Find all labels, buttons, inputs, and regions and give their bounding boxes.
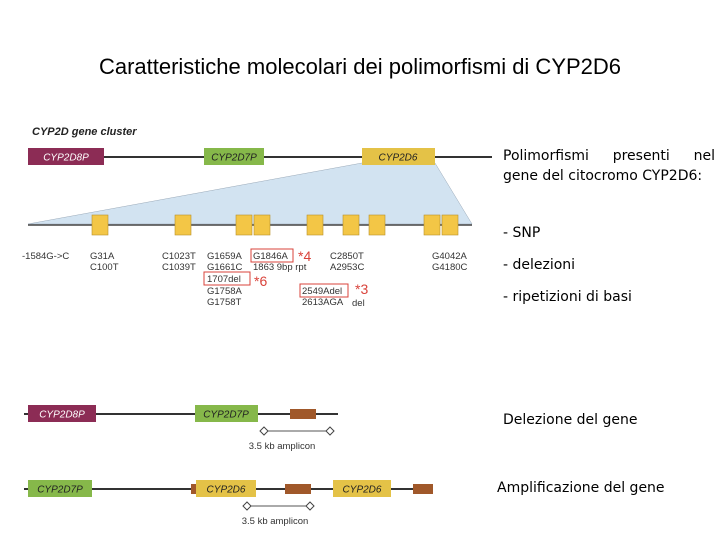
- gene-cyp2d7p-deletion-label: CYP2D7P: [203, 409, 249, 421]
- gene-cyp2d6-label: CYP2D6: [378, 152, 418, 164]
- variant-label: del: [352, 298, 365, 309]
- exon-1: [92, 215, 108, 235]
- variant-label: C2850T: [330, 251, 364, 262]
- gene-cyp2d8p-deletion-label: CYP2D8P: [39, 409, 85, 421]
- variant-label: G1846A: [253, 251, 288, 262]
- primer-marker: [243, 502, 251, 510]
- exon-2: [175, 215, 191, 235]
- variant-label: G4180C: [432, 262, 468, 273]
- variant-label: 2549Adel: [302, 286, 343, 297]
- amplicon-label: 3.5 kb amplicon: [241, 516, 309, 527]
- exon-7: [369, 215, 385, 235]
- gene-cyp2d8p-label: CYP2D8P: [43, 152, 89, 164]
- allele-4-label: *4: [298, 248, 312, 264]
- variant-label: -1584G->C: [22, 251, 70, 262]
- repeats-item: - ripetizioni di basi: [503, 289, 632, 305]
- exon-8: [424, 215, 440, 235]
- deletions-item: - delezioni: [503, 257, 576, 273]
- variant-label: G4042A: [432, 251, 467, 262]
- cluster-label: CYP2D gene cluster: [32, 126, 137, 138]
- allele-3-label: *3: [355, 281, 369, 297]
- exon-5: [307, 215, 323, 235]
- exon-4: [254, 215, 270, 235]
- primer-marker: [306, 502, 314, 510]
- variant-label: 1863 9bp rpt: [253, 262, 307, 273]
- page-title: Caratteristiche molecolari dei polimorfismi di CYP2D6: [98, 54, 622, 79]
- primer-marker: [260, 427, 268, 435]
- variant-label: C1039T: [162, 262, 196, 273]
- allele-6-label: *6: [254, 273, 268, 289]
- variant-label: 2613AGA: [302, 297, 344, 308]
- exon-9: [442, 215, 458, 235]
- gene-deletion-label: Delezione del gene: [503, 412, 638, 428]
- variant-label: C100T: [90, 262, 119, 273]
- variant-label: G1758A: [207, 286, 242, 297]
- primer-marker: [326, 427, 334, 435]
- gene-cyp2d6-copy-1-label: CYP2D6: [206, 484, 246, 496]
- exon-3: [236, 215, 252, 235]
- amplicon-label: 3.5 kb amplicon: [248, 441, 316, 452]
- gene-amplification-label: Amplificazione del gene: [497, 480, 665, 496]
- gene-cyp2d6-copy-2-label: CYP2D6: [342, 484, 382, 496]
- variant-label: G1758T: [207, 297, 242, 308]
- polymorphism-description: Polimorfismi presenti nel gene del citocromo CYP2D6:: [503, 148, 715, 184]
- exon-block: [413, 484, 433, 494]
- variant-label: A2953C: [330, 262, 365, 273]
- exon-block: [285, 484, 311, 494]
- variant-label: G31A: [90, 251, 115, 262]
- variant-label: 1707del: [207, 274, 241, 285]
- variant-label: C1023T: [162, 251, 196, 262]
- gene-cyp2d7p-label: CYP2D7P: [211, 152, 257, 164]
- snp-item: - SNP: [503, 225, 541, 241]
- exon-6: [343, 215, 359, 235]
- gene-cyp2d7p-amplification-label: CYP2D7P: [37, 484, 83, 496]
- variant-label: G1661C: [207, 262, 243, 273]
- cyp2d6-fragment: [290, 409, 316, 419]
- variant-label: G1659A: [207, 251, 242, 262]
